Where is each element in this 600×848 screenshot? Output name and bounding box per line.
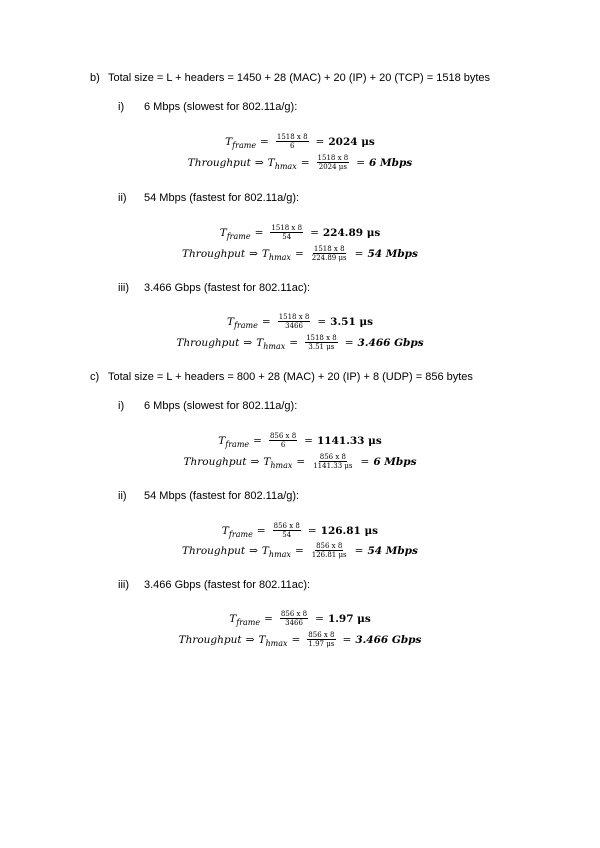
frame-time-result: 2024 μs [328, 135, 375, 148]
fraction: $\frac{1518 x 8}{2024 \mu s}$ [317, 154, 349, 171]
throughput-result: 54 Mbps [367, 544, 418, 557]
fraction: $\frac{856 x 8}{3466}$ [280, 610, 308, 627]
item-label: ii) [118, 192, 127, 204]
item-text: 6 Mbps (slowest for 802.11a/g): [144, 101, 298, 113]
fraction: $\frac{856 x 8}{1141.33 \mu s}$ [313, 453, 353, 470]
throughput-equation: Throughput ⇒ T hmax = $\frac{1518 x 8}{3.51 \mu s}$ = 3.466 Gbps [176, 334, 424, 351]
item-label: i) [118, 400, 125, 412]
fraction: $\frac{1518 x 8}{224.89 \mu s}$ [311, 245, 347, 262]
frame-time-equation: T frame = $\frac{1518 x 8}{6}$ = 2024 μs [225, 133, 375, 150]
section-label: c) [90, 371, 100, 383]
throughput-equation: Throughput ⇒ T hmax = $\frac{856 x 8}{1141.33 \mu s}$ = 6 Mbps [183, 453, 417, 470]
frame-time-equation: T frame = $\frac{1518 x 8}{3466}$ = 3.51 μs [226, 313, 373, 330]
throughput-equation: Throughput ⇒ T hmax = $\frac{856 x 8}{126.81 \mu s}$ = 54 Mbps [182, 542, 418, 559]
frame-time-equation: T frame = $\frac{1518 x 8}{54}$ = 224.89 μs [219, 224, 381, 241]
item-label: iii) [118, 579, 129, 591]
item-label: ii) [118, 490, 127, 502]
fraction: $\frac{856 x 8}{6}$ [269, 432, 297, 449]
item-label: i) [118, 101, 125, 113]
frame-time-result: 3.51 μs [330, 315, 373, 328]
throughput-result: 3.466 Gbps [357, 336, 424, 349]
fraction: $\frac{1518 x 8}{54}$ [271, 224, 303, 241]
frame-time-equation: T frame = $\frac{856 x 8}{54}$ = 126.81 μs [221, 522, 379, 539]
item-text: 6 Mbps (slowest for 802.11a/g): [144, 400, 298, 412]
item-text: 54 Mbps (fastest for 802.11a/g): [144, 490, 300, 502]
item-text: 3.466 Gbps (fastest for 802.11ac): [144, 282, 311, 294]
frame-time-result: 224.89 μs [322, 226, 381, 239]
section-total-size: Total size = L + headers = 800 + 28 (MAC) + 20 (IP) + 8 (UDP) = 856 bytes [108, 371, 473, 383]
throughput-result: 3.466 Gbps [355, 633, 422, 646]
throughput-result: 6 Mbps [373, 455, 417, 468]
fraction: $\frac{856 x 8}{1.97 \mu s}$ [308, 631, 335, 648]
throughput-result: 54 Mbps [367, 247, 418, 260]
throughput-result: 6 Mbps [369, 156, 413, 169]
item-text: 3.466 Gbps (fastest for 802.11ac): [144, 579, 311, 591]
frame-time-equation: T frame = $\frac{856 x 8}{3466}$ = 1.97 μs [229, 610, 371, 627]
item-label: iii) [118, 282, 129, 294]
section-label: b) [90, 72, 100, 84]
item-text: 54 Mbps (fastest for 802.11a/g): [144, 192, 300, 204]
fraction: $\frac{1518 x 8}{3466}$ [278, 313, 310, 330]
fraction: $\frac{856 x 8}{126.81 \mu s}$ [311, 542, 347, 559]
throughput-equation: Throughput ⇒ T hmax = $\frac{1518 x 8}{224.89 \mu s}$ = 54 Mbps [182, 245, 418, 262]
frame-time-result: 1141.33 μs [316, 434, 382, 447]
frame-time-result: 1.97 μs [327, 612, 371, 625]
frame-time-equation: T frame = $\frac{856 x 8}{6}$ = 1141.33 μs [218, 432, 382, 449]
throughput-equation: Throughput ⇒ T hmax = $\frac{1518 x 8}{2024 \mu s}$ = 6 Mbps [187, 154, 413, 171]
fraction: $\frac{1518 x 8}{3.51 \mu s}$ [306, 334, 337, 351]
fraction: $\frac{1518 x 8}{6}$ [276, 133, 308, 150]
frame-time-result: 126.81 μs [320, 524, 379, 537]
throughput-equation: Throughput ⇒ T hmax = $\frac{856 x 8}{1.97 \mu s}$ = 3.466 Gbps [178, 631, 422, 648]
section-total-size: Total size = L + headers = 1450 + 28 (MAC) + 20 (IP) + 20 (TCP) = 1518 bytes [108, 72, 491, 84]
fraction: $\frac{856 x 8}{54}$ [273, 522, 300, 539]
